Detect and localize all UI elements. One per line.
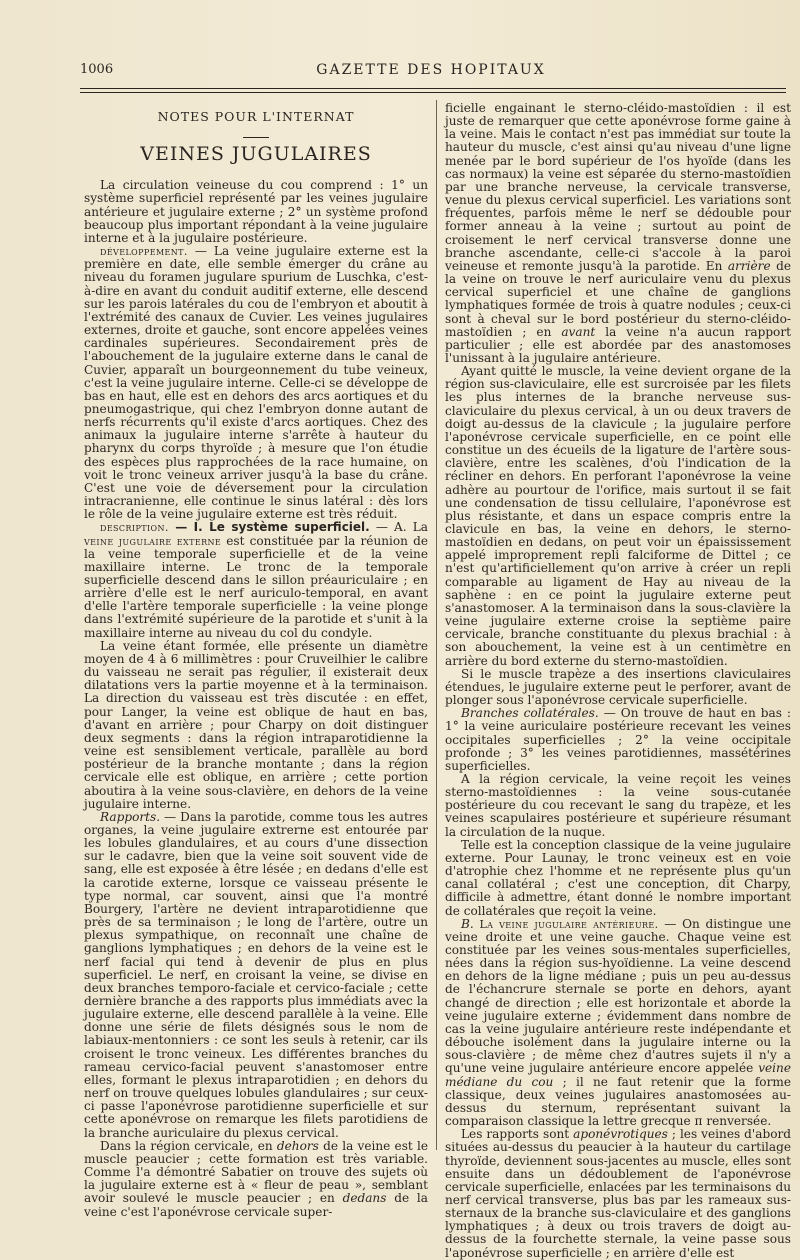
paragraph-description — [84, 521, 428, 639]
quitte-text: Ayant quitté le muscle, la veine devient organe de la région sus-claviculaire, elle est surcroisée par les filets les plus internes de la branche nerveuse sus-claviculaire du plexus cervical, à un ou deux travers de doigt au-dessus de la clavicule ; la jugulaire perfore l'aponévrose cervicale superficielle, en ce point elle constitue un des écueils de la ligature de l'artère sous-clavière, entre les scalènes, d'où l'indication de la récliner en dehors. En perforant l'aponévrose la veine adhère au pourtour de l'orifice, mais surtout il se fait une condensation de tissu cellulaire, l'aponévrose est plus résistante, et dans un espace compris entre la clavicule en bas, la veine en dehors, le sterno-mastoïdien en dedans, on peut voir un épaississement appelé improprement repli falciforme de Dittel ; ce n'est qu'artificiellement qu'on arrive à créer un repli comparable au ligament de Hay au niveau de la saphène : en ce point la jugulaire externe peut s'anastomoser. A la terminaison dans la sous-clavière la veine jugulaire externe croise la septième paire cervicale, branche constituante du plexus brachial : à son abouchement, la veine est à un centimètre en arrière du bord externe du sterno-mastoïdien. — [445, 364, 791, 668]
journal-title: GAZETTE DES HOPITAUX — [316, 62, 546, 78]
column-divider — [436, 100, 437, 1150]
b-mediane: veine médiane du cou — [445, 1061, 791, 1089]
branches-text: — On trouve de haut en bas : 1° la veine auriculaire postérieure recevant les veines occipitales superficielles ; 2° la veine occipitale profonde ; 3° les veines parotidiennes, massétérines superficielles. — [445, 706, 791, 773]
telle-text: Telle est la conception classique de la veine jugulaire externe. Pour Launay, le tronc veineux est en voie d'atrophie chez l'homme et ne représente plus qu'un canal collatéral ; c'est une conception, dit Charpy, difficile à admettre, étant donné le nombre important de collatérales que reçoit la veine. — [445, 837, 791, 918]
paragraph-rapports-anterieure — [445, 1128, 791, 1260]
description-text: est constituée par la réunion de la veine temporale superficielle et de la veine maxillaire interne. Le tronc de la temporale superficielle descend dans le sillon préauriculaire ; en arrière d'elle est le nerf auriculo-temporal, en avant d'elle l'artère temporale superficielle : la veine plonge dans l'extrémité supérieure de la parotide et s'unit à la maxillaire interne au niveau du col du condyle. — [84, 533, 428, 640]
calibre-text: La veine étant formée, elle présente un diamètre moyen de 4 à 6 millimètres : pour Cruveilhier le calibre du vaisseau ne serait pas régulier, il existerait deux dilatations vers la partie moyenne et à la terminaison. La direction du vaisseau est très discutée : en effet, pour Langer, la veine est oblique de haut en bas, d'avant en arrière ; pour Charpy on doit distinguer deux segments : dans la région intraparotidienne la veine est sensiblement verticale, parallèle au bord postérieur de la branche montante ; dans la région cervicale elle est oblique, en arrière ; cette portion aboutira à la veine sous-clavière, en dehors de la veine jugulaire interne. — [84, 638, 428, 811]
rapports-text: — Dans la parotide, comme tous les autres organes, la veine jugulaire extrerne est entourée par les lobules glandulaires, et au cours d'une dissection sur le cadavre, bien que la veine soit souvent vide de sang, elle est exposée à être lésée ; en dedans d'elle est la carotide externe, lorsque ce vaisseau présente le type normal, car souvent, ainsi que l'a montré Bourgery, l'artère ne devient intraparotidienne que près de sa terminaison ; le long de l'artère, outre un plexus sympathique, on reconnaît une chaîne de ganglions lymphatiques ; en dehors de la veine est le nerf facial qui tend à devenir de plus en plus superficiel. Le nerf, en croisant la veine, se divise en deux branches temporo-faciale et cervico-faciale ; cette dernière branche a des rapports plus immédiats avec la jugulaire externe, elle descend parallèle à la veine. Elle donne une série de filets désignés sous le nom de labiaux-mentonniers : ce sont les seuls à retenir, car ils croisent le tronc veineux. Les différentes branches du rameau cervico-facial peuvent s'anastomoser entre elles, formant le plexus intraparotidien ; en dehors du nerf on trouve quelques lobules glandulaires ; sur ceux-ci passe l'aponévrose parotidienne superficielle et sur cette aponévrose on remarque les filets parotidiens de la branche auriculaire du plexus cervical. — [84, 809, 428, 1140]
developpement-label: développement. — [100, 245, 188, 259]
rapports-ant-text-1: Les rapports sont — [461, 1127, 574, 1142]
continuation-arriere: arrière — [727, 258, 771, 273]
description-heading: — I. Le système superficiel. — [168, 520, 370, 535]
continuation-avant: avant — [561, 324, 596, 339]
paragraph-trapeze — [445, 668, 791, 707]
cervicale-dehors: dehors — [276, 1138, 319, 1153]
cervicale-dedans: dedans — [342, 1191, 387, 1206]
paragraph-branches — [445, 707, 791, 773]
article-title: VEINES JUGULAIRES — [140, 143, 372, 166]
branches-label: Branches collatérales. — [461, 706, 599, 721]
b-label: B. — [461, 916, 480, 931]
rapports-ant-text-2: ; les veines d'abord situées au-dessus du peaucier à la hauteur du cartilage thyroïde, deviennent sous-jacentes au muscle, elles sont ensuite dans un dédoublement de l'aponévrose cervicale superficielle, enlacées par les terminaisons du nerf cervical transverse, plus bas par les rameaux sus-sternaux de la branche sus-claviculaire et des ganglions lymphatiques ; à deux ou trois travers de doigt au-dessus de la fourchette sternale, la veine passe sous l'aponévrose superficielle ; en arrière d'elle est — [445, 1127, 792, 1260]
paragraph-region — [445, 773, 791, 839]
paragraph-rapports — [84, 811, 428, 1140]
cervicale-text-1: Dans la région cervicale, en — [100, 1138, 277, 1153]
header-rule-thick — [80, 88, 786, 89]
cervicale-text-3: de la veine c'est l'aponévrose cervicale super- — [84, 1191, 428, 1219]
column-right — [445, 101, 792, 1260]
paragraph-continuation — [445, 102, 791, 365]
trapeze-text: Si le muscle trapèze a des insertions claviculaires étendues, le jugulaire externe peut le perforer, avant de plonger sous l'aponévrose cervicale superficielle. — [445, 666, 791, 708]
paragraph-cervicale — [84, 1140, 428, 1219]
continuation-text-2: de la veine on trouve le nerf auriculaire venu du plexus cervical superficiel et une chaîne de ganglions lymphatiques formée de trois à quatre nodules ; ceux-ci sont à cheval sur le bord postérieur du sterno-cléido-mastoïdien ; en — [445, 258, 791, 339]
description-label: description. — [100, 521, 169, 535]
developpement-text: — La veine jugulaire externe est la première en date, elle semble émerger du crâne au niveau du foramen jugulare spurium de Luschka, c'est-à-dire en avant du conduit auditif externe, elle descend sur les parois latérales du cou de l'embryon et aboutit à l'extrémité des canaux de Cuvier. Les veines jugulaires externes, droite et gauche, sont encore appelées veines cardinales supérieures. Secondairement près de l'abouchement de la jugulaire externe dans le canal de Cuvier, apparaît un bourgeonnement du tube veineux, c'est la veine jugulaire interne. Celle-ci se développe de bas en haut, elle est en dehors des arcs aortiques et du pneumogastrique, qui chez l'embryon donne autant de nerfs récurrents qu'il existe d'arcs aortiques. Chez des animaux la jugulaire interne s'arrête à hauteur du pharynx du corps thyroïde ; à mesure que l'on étudie des espèces plus rapprochées de la race humaine, on voit le tronc veineux arriver jusqu'à la base du crâne. C'est une voie de déversement pour la circulation intracranienne, elle continue le sinus latéral : dès lors le rôle de la veine jugulaire externe est très réduit. — [84, 244, 428, 522]
page-number: 1006 — [80, 62, 114, 77]
paragraph-calibre — [84, 640, 428, 811]
title-rule — [243, 137, 269, 138]
paragraph-quitte — [445, 365, 791, 668]
paragraph-jugulaire-anterieure — [445, 918, 791, 1129]
rapports-label: Rapports. — [100, 809, 161, 824]
region-text: A la région cervicale, la veine reçoit les veines sterno-mastoïdiennes : la veine sous-cutanée postérieure du cou recevant le sang du trapèze, et les veines scapulaires postérieure et supérieure résumant la circulation de la nuque. — [445, 771, 791, 839]
description-a: — A. La — [369, 520, 428, 535]
b-text-2: ; il ne faut retenir que la forme classique, deux veines jugulaires anastomosées au-dessus du sternum, représentant suivant la comparaison classique la lettre grecque π renversée. — [445, 1074, 791, 1129]
paragraph-intro — [84, 179, 428, 245]
section-label: NOTES POUR L'INTERNAT — [157, 109, 355, 124]
intro-text: La circulation veineuse du cou comprend : 1° un système superficiel représenté par les veines jugulaire antérieure et jugulaire externe ; 2° un système profond beaucoup plus important répondant à la veine jugulaire interne et à la jugulaire postérieure. — [84, 178, 428, 245]
paragraph-developpement — [84, 245, 428, 521]
description-vje: veine jugulaire externe — [84, 534, 222, 548]
running-head — [80, 62, 782, 84]
continuation-text-3: la veine n'a aucun rapport particulier ; elle est abordée par des anastomoses l'unissant à la jugulaire antérieure. — [445, 324, 791, 365]
b-heading: La veine jugulaire antérieure. — [479, 917, 659, 931]
continuation-text-1: ficielle engainant le sterno-cléido-mastoïdien : il est juste de remarquer que cette aponévrose forme gaine à la veine. Mais le contact n'est pas immédiat sur toute la hauteur du muscle, c'est ainsi qu'au niveau d'une ligne menée par le bord supérieur de l'os hyoïde (dans les cas normaux) la veine est séparée du sterno-mastoïdien par une branche nerveuse, la cervicale transverse, venue du plexus cervical superficiel. Les variations sont fréquentes, parfois même le nerf se dédouble pour former anneau à la veine ; surtout au point de croisement le nerf cervical transverse donne une branche ascendante, celle-ci s'accole à la paroi veineuse et remonte jusqu'à la parotide. En — [445, 101, 791, 273]
b-text: — On distingue une veine droite et une veine gauche. Chaque veine est constituée par les veines sous-mentales superficielles, nées dans la région sus-hyoïdienne. La veine descend en dehors de la ligne médiane ; puis un peu au-dessus de l'échancrure sternale se porte en dehors, ayant changé de direction ; elle est horizontale et aborde la veine jugulaire externe ; évidemment dans nombre de cas la veine jugulaire antérieure reste indépendante et débouche isolément dans la jugulaire interne ou la sous-clavière ; de même chez d'autres sujets il n'y a qu'une veine jugulaire antérieure encore appelée — [445, 916, 791, 1076]
paragraph-telle — [445, 839, 791, 918]
header-rule-thin — [80, 92, 786, 93]
rapports-ant-apo: aponévrotiques — [573, 1127, 668, 1142]
column-left — [84, 102, 428, 1219]
cervicale-text-2: de la veine est le muscle peaucier ; cette formation est très variable. Comme l'a démontré Sabatier on trouve des sujets où la jugulaire externe est à « fleur de peau », semblant avoir soulevé le muscle peaucier ; en — [84, 1138, 428, 1206]
